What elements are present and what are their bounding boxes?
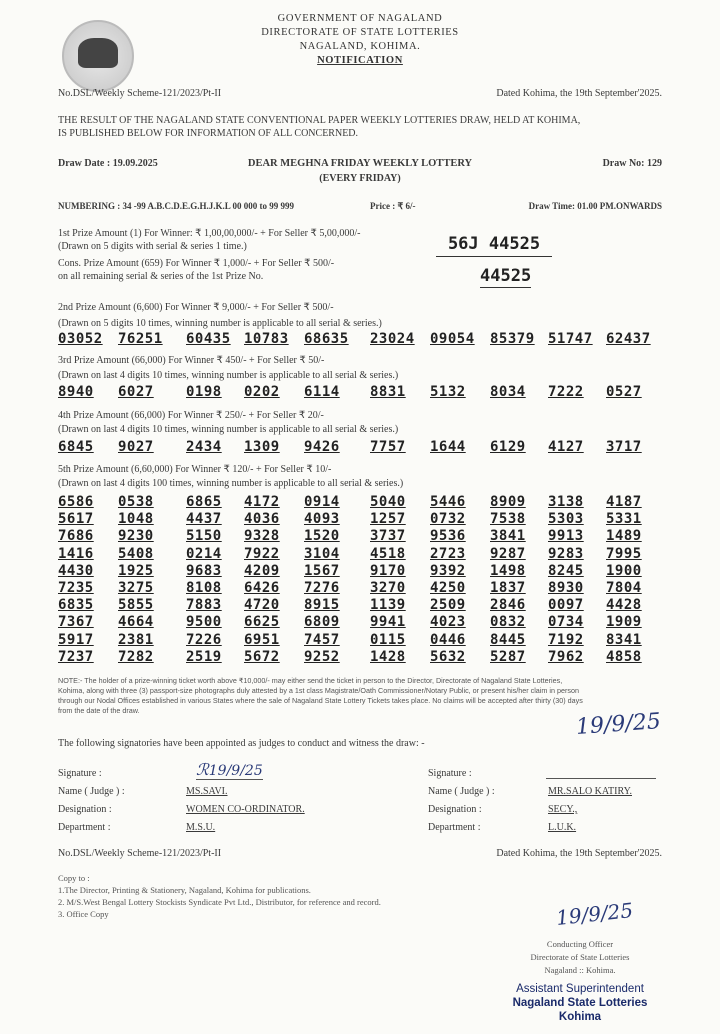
copy-to-block <box>58 872 381 920</box>
left-judge-designation: WOMEN CO-ORDINATOR. <box>186 804 305 815</box>
fifth-prize-number: 4187 <box>606 494 642 510</box>
fifth-prize-number: 0914 <box>304 494 340 510</box>
right-judge-name: MR.SALO KATIRY. <box>548 786 632 797</box>
fifth-prize-number: 9283 <box>548 545 584 562</box>
fifth-prize-number: 9913 <box>548 528 584 545</box>
third-prize-number: 7222 <box>548 384 584 400</box>
fifth-prize-number: 6835 <box>58 597 94 614</box>
numbering-info: NUMBERING : 34 -99 A.B.C.D.E.G.H.J.K.L 00 000 to 99 999 <box>58 201 295 211</box>
second-prize-number: 10783 <box>244 331 289 347</box>
first-prize-winner: 56J 44525 <box>436 234 552 257</box>
fifth-prize-number: 5672 <box>244 648 280 665</box>
fourth-prize-number: 6845 <box>58 439 94 455</box>
fifth-prize-line-1: 5th Prize Amount (6,60,000) For Winner ₹ 120/- + For Seller ₹ 10/- <box>58 464 332 475</box>
fifth-prize-number: 6426 <box>244 580 280 596</box>
second-prize-number: 51747 <box>548 331 593 347</box>
fifth-prize-number: 3270 <box>370 580 406 596</box>
fifth-prize-number: 1567 <box>304 562 340 579</box>
second-prize-number: 76251 <box>118 331 163 347</box>
third-prize-line-1: 3rd Prize Amount (66,000) For Winner ₹ 450/- + For Seller ₹ 50/- <box>58 355 325 366</box>
note-line: NOTE:- The holder of a prize-winning ticket worth above ₹10,000/- may either send the ticket in person to the Director, Directorate of Nagaland State Lotteries, <box>58 676 563 685</box>
fifth-prize-number: 9287 <box>490 545 526 562</box>
fifth-prize-number: 3737 <box>370 528 406 545</box>
third-prize-number: 8831 <box>370 384 406 400</box>
fifth-prize-number: 7282 <box>118 648 154 665</box>
fifth-prize-number: 3138 <box>548 494 584 510</box>
right-department-label: Department : <box>428 822 481 833</box>
fifth-prize-number: 1498 <box>490 562 526 579</box>
left-judge-department: M.S.U. <box>186 822 216 833</box>
copy-to-item: 3. Office Copy <box>58 909 109 919</box>
fourth-prize-number: 1309 <box>244 439 280 455</box>
second-prize-number: 62437 <box>606 331 651 347</box>
fifth-prize-number: 1257 <box>370 511 406 528</box>
copy-to-title: Copy to : <box>58 873 90 883</box>
fifth-prize-number: 0734 <box>548 614 584 631</box>
fifth-prize-number: 9230 <box>118 528 154 545</box>
intro-line-1: THE RESULT OF THE NAGALAND STATE CONVENTIONAL PAPER WEEKLY LOTTERIES DRAW, HELD AT KOHIMA, <box>58 115 581 126</box>
note-block <box>58 676 658 716</box>
fifth-prize-number: 7995 <box>606 545 642 562</box>
conducting-line: Nagaland :: Kohima. <box>544 965 616 975</box>
fifth-prize-number: 7226 <box>186 631 222 648</box>
handwritten-date-top: 19/9/25 <box>575 709 662 740</box>
fifth-prize-number: 6625 <box>244 614 280 631</box>
fifth-prize-number: 5150 <box>186 528 222 545</box>
right-judge-designation: SECY., <box>548 804 578 815</box>
second-prize-number: 09054 <box>430 331 475 347</box>
fifth-prize-number: 2723 <box>430 545 466 562</box>
left-sign-date: 19/9/25 <box>208 763 263 779</box>
fifth-prize-number: 7192 <box>548 631 584 648</box>
fifth-prize-number: 4437 <box>186 511 222 528</box>
stamp-line: Kohima <box>558 1011 602 1023</box>
third-prize-line-2: (Drawn on last 4 digits 10 times, winning number is applicable to all serial & series.) <box>58 370 399 381</box>
note-line: from the date of the draw. <box>58 706 140 715</box>
fifth-prize-number: 6809 <box>304 614 340 631</box>
conducting-line: Directorate of State Lotteries <box>530 952 630 962</box>
fifth-prize-number: 8341 <box>606 631 642 648</box>
third-prize-number: 6027 <box>118 384 154 400</box>
fourth-prize-number: 6129 <box>490 439 526 455</box>
fifth-prize-number: 7962 <box>548 648 584 665</box>
official-stamp <box>490 982 670 1024</box>
fifth-prize-number: 0732 <box>430 511 466 528</box>
dated-line: Dated Kohima, the 19th September'2025. <box>496 88 662 99</box>
fifth-prize-number: 8909 <box>490 494 526 510</box>
fifth-prize-number: 4250 <box>430 580 466 596</box>
fifth-prize-number: 4093 <box>304 511 340 528</box>
first-prize-line-1: 1st Prize Amount (1) For Winner: ₹ 1,00,00,000/- + For Seller ₹ 5,00,000/- <box>58 228 361 239</box>
fifth-prize-number: 6865 <box>186 494 222 510</box>
fifth-prize-number: 4036 <box>244 511 280 528</box>
fifth-prize-number: 9392 <box>430 562 466 579</box>
copy-to-item: 2. M/S.West Bengal Lottery Stockists Syndicate Pvt Ltd., Distributor, for reference and record. <box>58 897 381 907</box>
second-prize-number: 60435 <box>186 331 231 347</box>
fifth-prize-number: 9941 <box>370 614 406 631</box>
signatories-intro: The following signatories have been appointed as judges to conduct and witness the draw: - <box>58 738 425 749</box>
fifth-prize-number: 9536 <box>430 528 466 545</box>
second-prize-number: 85379 <box>490 331 535 347</box>
fifth-prize-number: 5287 <box>490 648 526 665</box>
fifth-prize-number: 7235 <box>58 580 94 596</box>
fifth-prize-number: 4720 <box>244 597 280 614</box>
fifth-prize-number: 3275 <box>118 580 154 596</box>
fifth-prize-number: 2519 <box>186 648 222 665</box>
fifth-prize-line-2: (Drawn on last 4 digits 100 times, winning number is applicable to all serial & series.) <box>58 478 404 489</box>
third-prize-number: 0198 <box>186 384 222 400</box>
fourth-prize-number: 9027 <box>118 439 154 455</box>
fifth-prize-number: 5617 <box>58 511 94 528</box>
fifth-prize-number: 7883 <box>186 597 222 614</box>
fifth-prize-number: 5632 <box>430 648 466 665</box>
lottery-name: DEAR MEGHNA FRIDAY WEEKLY LOTTERY <box>247 158 473 169</box>
fifth-prize-number: 2846 <box>490 597 526 614</box>
fifth-prize-number: 1489 <box>606 528 642 545</box>
dated-line-2: Dated Kohima, the 19th September'2025. <box>496 848 662 859</box>
fifth-prize-number: 7686 <box>58 528 94 545</box>
left-designation-label: Designation : <box>58 804 112 815</box>
conducting-officer-signature <box>555 898 634 930</box>
fifth-prize-number: 6586 <box>58 494 94 510</box>
third-prize-number: 0202 <box>244 384 280 400</box>
fifth-prize-number: 9328 <box>244 528 280 545</box>
fifth-prize-number: 4664 <box>118 614 154 631</box>
fifth-prize-number: 4518 <box>370 545 406 562</box>
fifth-prize-number: 7276 <box>304 580 340 596</box>
copy-to-item: 1.The Director, Printing & Stationery, Nagaland, Kohima for publications. <box>58 885 311 895</box>
left-judge-name: MS.SAVI. <box>186 786 228 797</box>
fifth-prize-number: 5446 <box>430 494 466 510</box>
fifth-prize-number: 0538 <box>118 494 154 510</box>
fifth-prize-number: 4430 <box>58 562 94 579</box>
left-signature-label: Signature : <box>58 768 102 779</box>
fifth-prize-number: 4209 <box>244 562 280 579</box>
fifth-prize-number: 2509 <box>430 597 466 614</box>
fourth-prize-number: 4127 <box>548 439 584 455</box>
cons-prize-line-1: Cons. Prize Amount (659) For Winner ₹ 1,000/- + For Seller ₹ 500/- <box>58 258 335 269</box>
lottery-frequency: (EVERY FRIDAY) <box>319 173 401 184</box>
fifth-prize-number: 5040 <box>370 494 406 510</box>
fourth-prize-number: 2434 <box>186 439 222 455</box>
conducting-sign-date: 19/9/25 <box>554 898 635 930</box>
fifth-prize-number: 5408 <box>118 545 154 562</box>
fifth-prize-number: 1416 <box>58 545 94 562</box>
third-prize-number: 6114 <box>304 384 340 400</box>
fifth-prize-number: 1139 <box>370 597 406 614</box>
third-prize-number: 5132 <box>430 384 466 400</box>
fifth-prize-number: 5855 <box>118 597 154 614</box>
fifth-prize-number: 6951 <box>244 631 280 648</box>
second-prize-line-2: (Drawn on 5 digits 10 times, winning number is applicable to all serial & series.) <box>58 318 382 329</box>
left-judge-signature: ℛ19/9/25 <box>196 760 263 779</box>
right-signature-line <box>546 778 656 779</box>
cons-prize-line-2: on all remaining serial & series of the 1st Prize No. <box>58 271 264 282</box>
header-notification: NOTIFICATION <box>317 55 403 66</box>
fifth-prize-number: 5331 <box>606 511 642 528</box>
fifth-prize-number: 7367 <box>58 614 94 631</box>
fourth-prize-number: 7757 <box>370 439 406 455</box>
fourth-prize-number: 1644 <box>430 439 466 455</box>
note-line: through our Nodal Offices established in various States where the sale of Nagaland State Lottery Tickets takes place. No claims will be accepted after thirty (30) days <box>58 696 583 705</box>
ticket-price: Price : ₹ 6/- <box>370 201 416 211</box>
cons-prize-winner: 44525 <box>480 266 532 286</box>
fifth-prize-number: 0097 <box>548 597 584 614</box>
fifth-prize-number: 4172 <box>244 494 280 510</box>
fifth-prize-number: 7457 <box>304 631 340 648</box>
fifth-prize-number: 8245 <box>548 562 584 579</box>
draw-time: Draw Time: 01.00 PM.ONWARDS <box>528 201 662 211</box>
fifth-prize-number: 0832 <box>490 614 526 631</box>
fifth-prize-number: 5303 <box>548 511 584 528</box>
fifth-prize-number: 3104 <box>304 545 340 562</box>
third-prize-number: 8940 <box>58 384 94 400</box>
right-judge-department: L.U.K. <box>548 822 577 833</box>
header-location: NAGALAND, KOHIMA. <box>299 41 421 52</box>
header-govt: GOVERNMENT OF NAGALAND <box>277 13 443 24</box>
second-prize-number: 03052 <box>58 331 103 347</box>
third-prize-number: 8034 <box>490 384 526 400</box>
fifth-prize-number: 8108 <box>186 580 222 596</box>
first-prize-line-2: (Drawn on 5 digits with serial & series 1 time.) <box>58 241 247 252</box>
fifth-prize-number: 7922 <box>244 545 280 562</box>
fifth-prize-number: 1428 <box>370 648 406 665</box>
fifth-prize-number: 0214 <box>186 545 222 562</box>
second-prize-number: 23024 <box>370 331 415 347</box>
ref-number: No.DSL/Weekly Scheme-121/2023/Pt-II <box>58 88 222 99</box>
fifth-prize-number: 9252 <box>304 648 340 665</box>
fifth-prize-number: 4023 <box>430 614 466 631</box>
fifth-prize-number: 8930 <box>548 580 584 596</box>
left-name-label: Name ( Judge ) : <box>58 786 125 797</box>
left-department-label: Department : <box>58 822 111 833</box>
second-prize-number: 68635 <box>304 331 349 347</box>
fourth-prize-line-1: 4th Prize Amount (66,000) For Winner ₹ 250/- + For Seller ₹ 20/- <box>58 410 324 421</box>
note-line: Kohima, along with three (3) passport-size photographs duly attested by a 1st class Magistrate/Oath Commissioner/Notary Public, or present his/her claim in person <box>58 686 579 695</box>
ref-number-2: No.DSL/Weekly Scheme-121/2023/Pt-II <box>58 848 222 859</box>
fifth-prize-number: 1837 <box>490 580 526 596</box>
conducting-line: Conducting Officer <box>546 939 614 949</box>
draw-number: Draw No: 129 <box>602 158 662 169</box>
fifth-prize-number: 9170 <box>370 562 406 579</box>
fifth-prize-number: 1048 <box>118 511 154 528</box>
fifth-prize-number: 2381 <box>118 631 154 648</box>
fifth-prize-number: 9683 <box>186 562 222 579</box>
conducting-officer-block <box>500 938 660 977</box>
fifth-prize-number: 7237 <box>58 648 94 665</box>
fourth-prize-number: 9426 <box>304 439 340 455</box>
fifth-prize-number: 4858 <box>606 648 642 665</box>
fifth-prize-number: 7804 <box>606 580 642 596</box>
intro-line-2: IS PUBLISHED BELOW FOR INFORMATION OF ALL CONCERNED. <box>58 128 359 139</box>
header-directorate: DIRECTORATE OF STATE LOTTERIES <box>261 27 459 38</box>
right-name-label: Name ( Judge ) : <box>428 786 495 797</box>
fifth-prize-number: 1520 <box>304 528 340 545</box>
fifth-prize-number: 7538 <box>490 511 526 528</box>
stamp-line: Nagaland State Lotteries <box>512 997 648 1009</box>
fourth-prize-line-2: (Drawn on last 4 digits 10 times, winning number is applicable to all serial & series.) <box>58 424 399 435</box>
fifth-prize-number: 3841 <box>490 528 526 545</box>
fifth-prize-number: 5917 <box>58 631 94 648</box>
fifth-prize-number: 0115 <box>370 631 406 648</box>
fifth-prize-number: 1909 <box>606 614 642 631</box>
fifth-prize-number: 1925 <box>118 562 154 579</box>
right-designation-label: Designation : <box>428 804 482 815</box>
stamp-line: Assistant Superintendent <box>516 983 644 995</box>
fifth-prize-number: 4428 <box>606 597 642 614</box>
right-signature-label: Signature : <box>428 768 472 779</box>
draw-date: Draw Date : 19.09.2025 <box>58 158 158 169</box>
fourth-prize-number: 3717 <box>606 439 642 455</box>
fifth-prize-number: 0446 <box>430 631 466 648</box>
second-prize-line-1: 2nd Prize Amount (6,600) For Winner ₹ 9,000/- + For Seller ₹ 500/- <box>58 302 334 313</box>
third-prize-number: 0527 <box>606 384 642 400</box>
fifth-prize-number: 8915 <box>304 597 340 614</box>
fifth-prize-number: 9500 <box>186 614 222 631</box>
fifth-prize-number: 1900 <box>606 562 642 579</box>
fifth-prize-number: 8445 <box>490 631 526 648</box>
